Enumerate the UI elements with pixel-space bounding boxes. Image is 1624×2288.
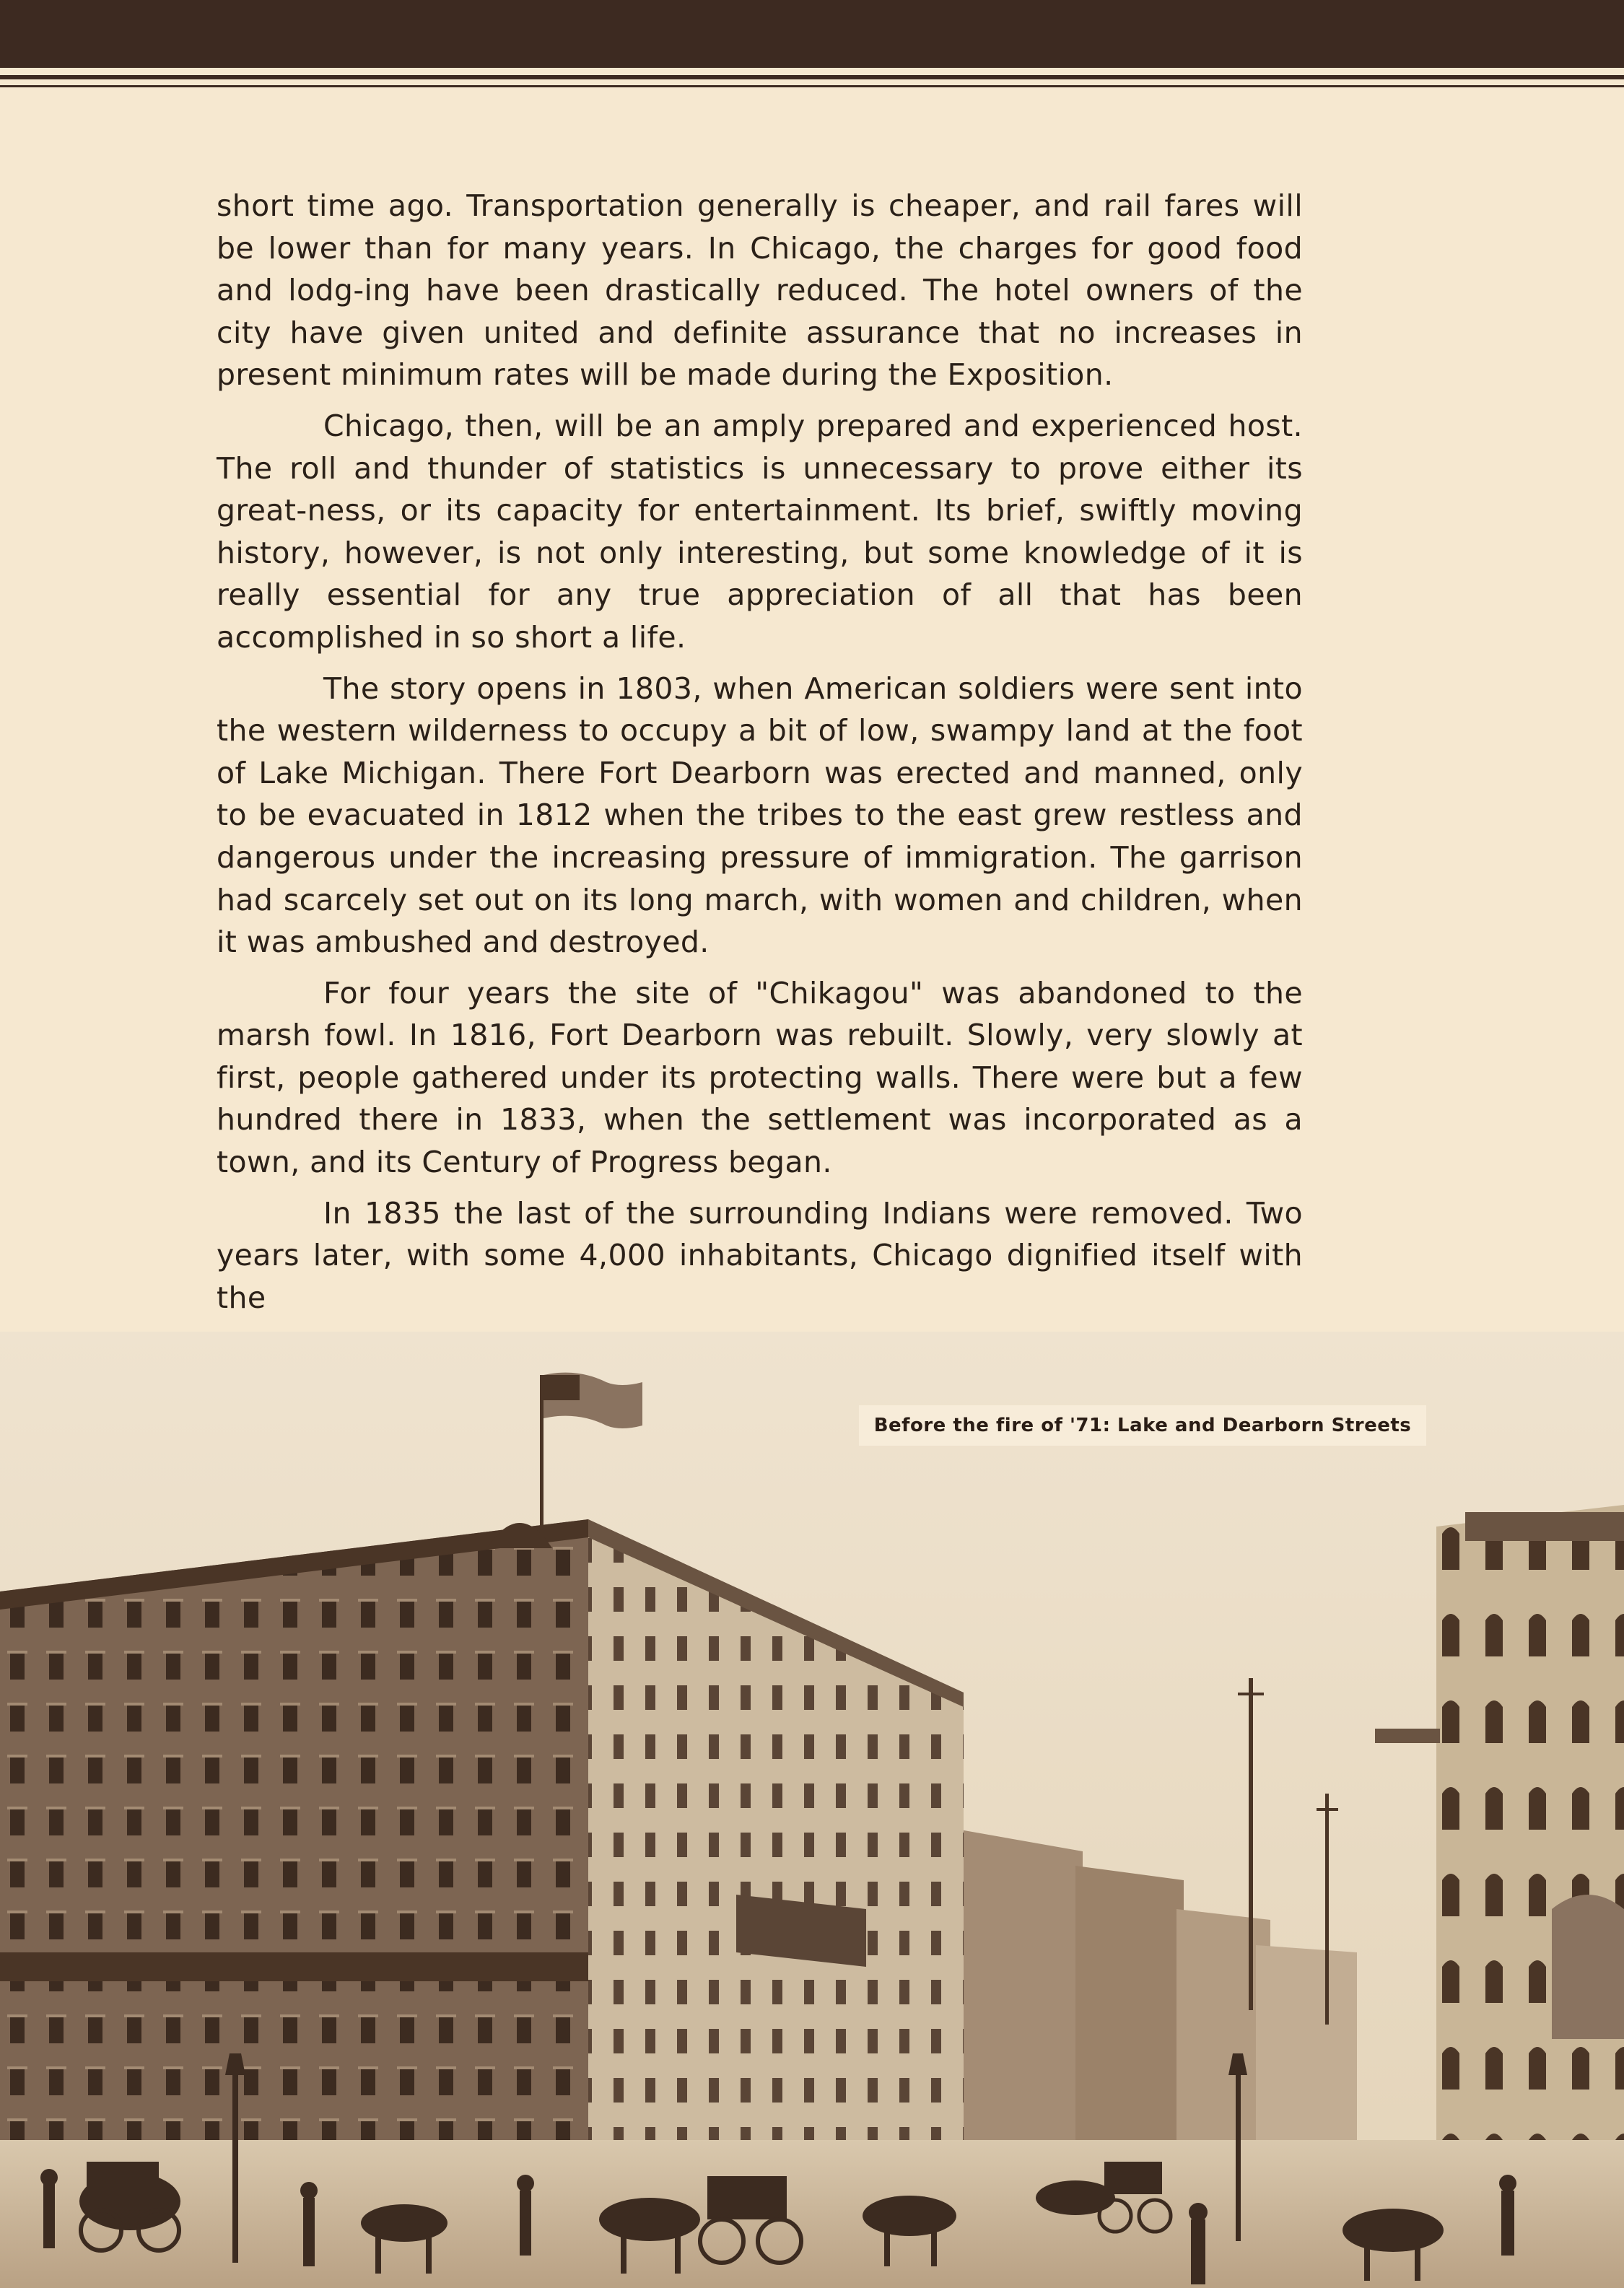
paragraph-1: short time ago. Transportation generally is cheaper, and rail fares will be lower than for many years. In Chicago, the charges for good food and lodg-ing have been drastically reduced. The hotel owners of the city have given united and definite assurance that no increases in present minimum rates will be made during the Exposition. [217, 188, 1303, 393]
street-scene-illustration [0, 1332, 1624, 2288]
hotel-balcony [0, 1952, 588, 1981]
distant-building-4 [1256, 1945, 1357, 2140]
distant-building-2 [1075, 1866, 1184, 2140]
street-scene-drawing [0, 1332, 1624, 2288]
paragraph-3: The story opens in 1803, when American soldiers were sent into the western wilderness to occupy a bit of low, swampy land at the foot of Lake Michigan. There Fort Dearborn was erected and manned, only to be evacuated in 1812 when the tribes to the east grew restless and dangerous under the increasing pressure of immigration. The garrison had scarcely set out on its long march, with women and children, when it was ambushed and destroyed. [217, 671, 1303, 960]
paragraph-2: Chicago, then, will be an amply prepared and experienced host. The roll and thunder of statistics is unnecessary to prove either its great-ness, or its capacity for entertainment. Its brief, swiftly moving history, however, is not only interesting, but some knowledge of it is really essential for any true appreciation of all that has been accomplished in so short a life. [217, 408, 1303, 655]
illustration-caption: Before the fire of '71: Lake and Dearborn Streets [859, 1405, 1426, 1446]
telegraph-pole-1 [1249, 1678, 1253, 2010]
right-building-ledge [1375, 1729, 1440, 1743]
hotel-left-facade [0, 1519, 588, 2191]
lamp-post-left [232, 2075, 238, 2263]
right-building-cornice [1465, 1512, 1624, 1541]
distant-building-1 [960, 1830, 1083, 2140]
body-text [217, 185, 1303, 1327]
telegraph-crossbar-2 [1317, 1808, 1338, 1811]
header-rule-thick [0, 75, 1624, 79]
paragraph-5: In 1835 the last of the surrounding Indians were removed. Two years later, with some 4,000 inhabitants, Chicago dignified itself with the [217, 1195, 1303, 1315]
header-band [0, 0, 1624, 68]
header-rule-thin [0, 85, 1624, 87]
lamp-post-center [1236, 2075, 1241, 2241]
telegraph-crossbar-1 [1238, 1693, 1264, 1695]
right-building-dome [1552, 1895, 1624, 2039]
paragraph-4: For four years the site of "Chikagou" was abandoned to the marsh fowl. In 1816, Fort Dearborn was rebuilt. Slowly, very slowly at first, people gathered under its protecting walls. There were but a few hundred there in 1833, when the settlement was incorporated as a town, and its Century of Progress began. [217, 975, 1303, 1180]
flagpole [540, 1375, 543, 1548]
telegraph-pole-2 [1325, 1794, 1329, 2025]
